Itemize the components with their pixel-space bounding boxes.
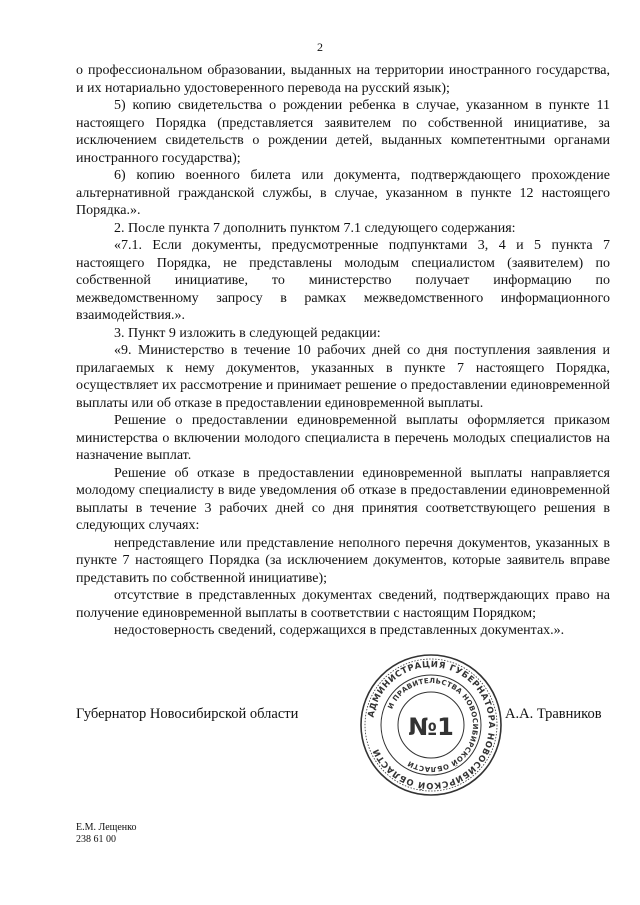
footer-contact xyxy=(76,822,137,846)
author-name: Е.М. Лещенко xyxy=(76,822,137,833)
document-body xyxy=(76,62,610,640)
author-phone: 238 61 00 xyxy=(76,834,116,845)
paragraph: непредставление или представление неполного перечня документов, указанных в пункте 7 настоящего Порядка (за исключением документов, которые заявитель вправе представить по собственной инициативе); xyxy=(76,535,610,586)
seal-inner-text: И ПРАВИТЕЛЬСТВА НОВОСИБИРСКОЙ ОБЛАСТИ xyxy=(386,676,480,774)
paragraph: 5) копию свидетельства о рождении ребенка в случае, указанном в пункте 11 настоящего Порядка (представляется заявителем по собственной инициативе, за исключением свидетельств о рождении детей, выданных компетентными органами иностранного государства); xyxy=(76,98,610,166)
seal-number: №1 xyxy=(408,713,454,741)
paragraph: «9. Министерство в течение 10 рабочих дней со дня поступления заявления и прилагаемых к нему документов, указанных в пункте 7 настоящего Порядка, осуществляет их рассмотрение и принимает решение о предоставлении единовременной выплаты или об отказе в предоставлении единовременной выплаты. xyxy=(76,343,610,411)
paragraph: отсутствие в представленных документах сведений, подтверждающих право на получение единовременной выплаты в соответствии с настоящим Порядком; xyxy=(76,588,610,621)
signatory-name: А.А. Травников xyxy=(505,706,602,722)
official-seal xyxy=(356,650,506,800)
paragraph: 6) копию военного билета или документа, подтверждающего прохождение альтернативной гражданской службы, в случае, указанном в пункте 12 настоящего Порядка.». xyxy=(76,168,610,218)
paragraph: недостоверность сведений, содержащихся в представленных документах.». xyxy=(114,623,565,638)
seal-outer-text: АДМИНИСТРАЦИЯ ГУБЕРНАТОРА НОВОСИБИРСКОЙ ОБЛАСТИ xyxy=(366,659,497,791)
paragraph: «7.1. Если документы, предусмотренные подпунктами 3, 4 и 5 пункта 7 настоящего Порядка, не представлены молодым специалистом (заявителем) по собственной инициативе, то министерство получает информацию по межведомственному запросу в рамках межведомственного информационного взаимодействия.». xyxy=(76,238,610,323)
signatory-position: Губернатор Новосибирской области xyxy=(76,706,299,722)
paragraph: 3. Пункт 9 изложить в следующей редакции: xyxy=(114,325,381,341)
page-number: 2 xyxy=(317,40,323,54)
paragraph: 2. После пункта 7 дополнить пунктом 7.1 следующего содержания: xyxy=(114,220,516,236)
paragraph: о профессиональном образовании, выданных на территории иностранного государства, и их нотариально удостоверенного перевода на русский язык); xyxy=(76,63,610,96)
paragraph: Решение о предоставлении единовременной выплаты оформляется приказом министерства о включении молодого специалиста в перечень молодых специалистов на назначение выплат. xyxy=(76,413,610,463)
paragraph: Решение об отказе в предоставлении единовременной выплаты направляется молодому специалисту в виде уведомления об отказе в предоставлении единовременной выплаты в течение 3 рабочих дней со дня принятия соответствующего решения в следующих случаях: xyxy=(76,465,610,533)
